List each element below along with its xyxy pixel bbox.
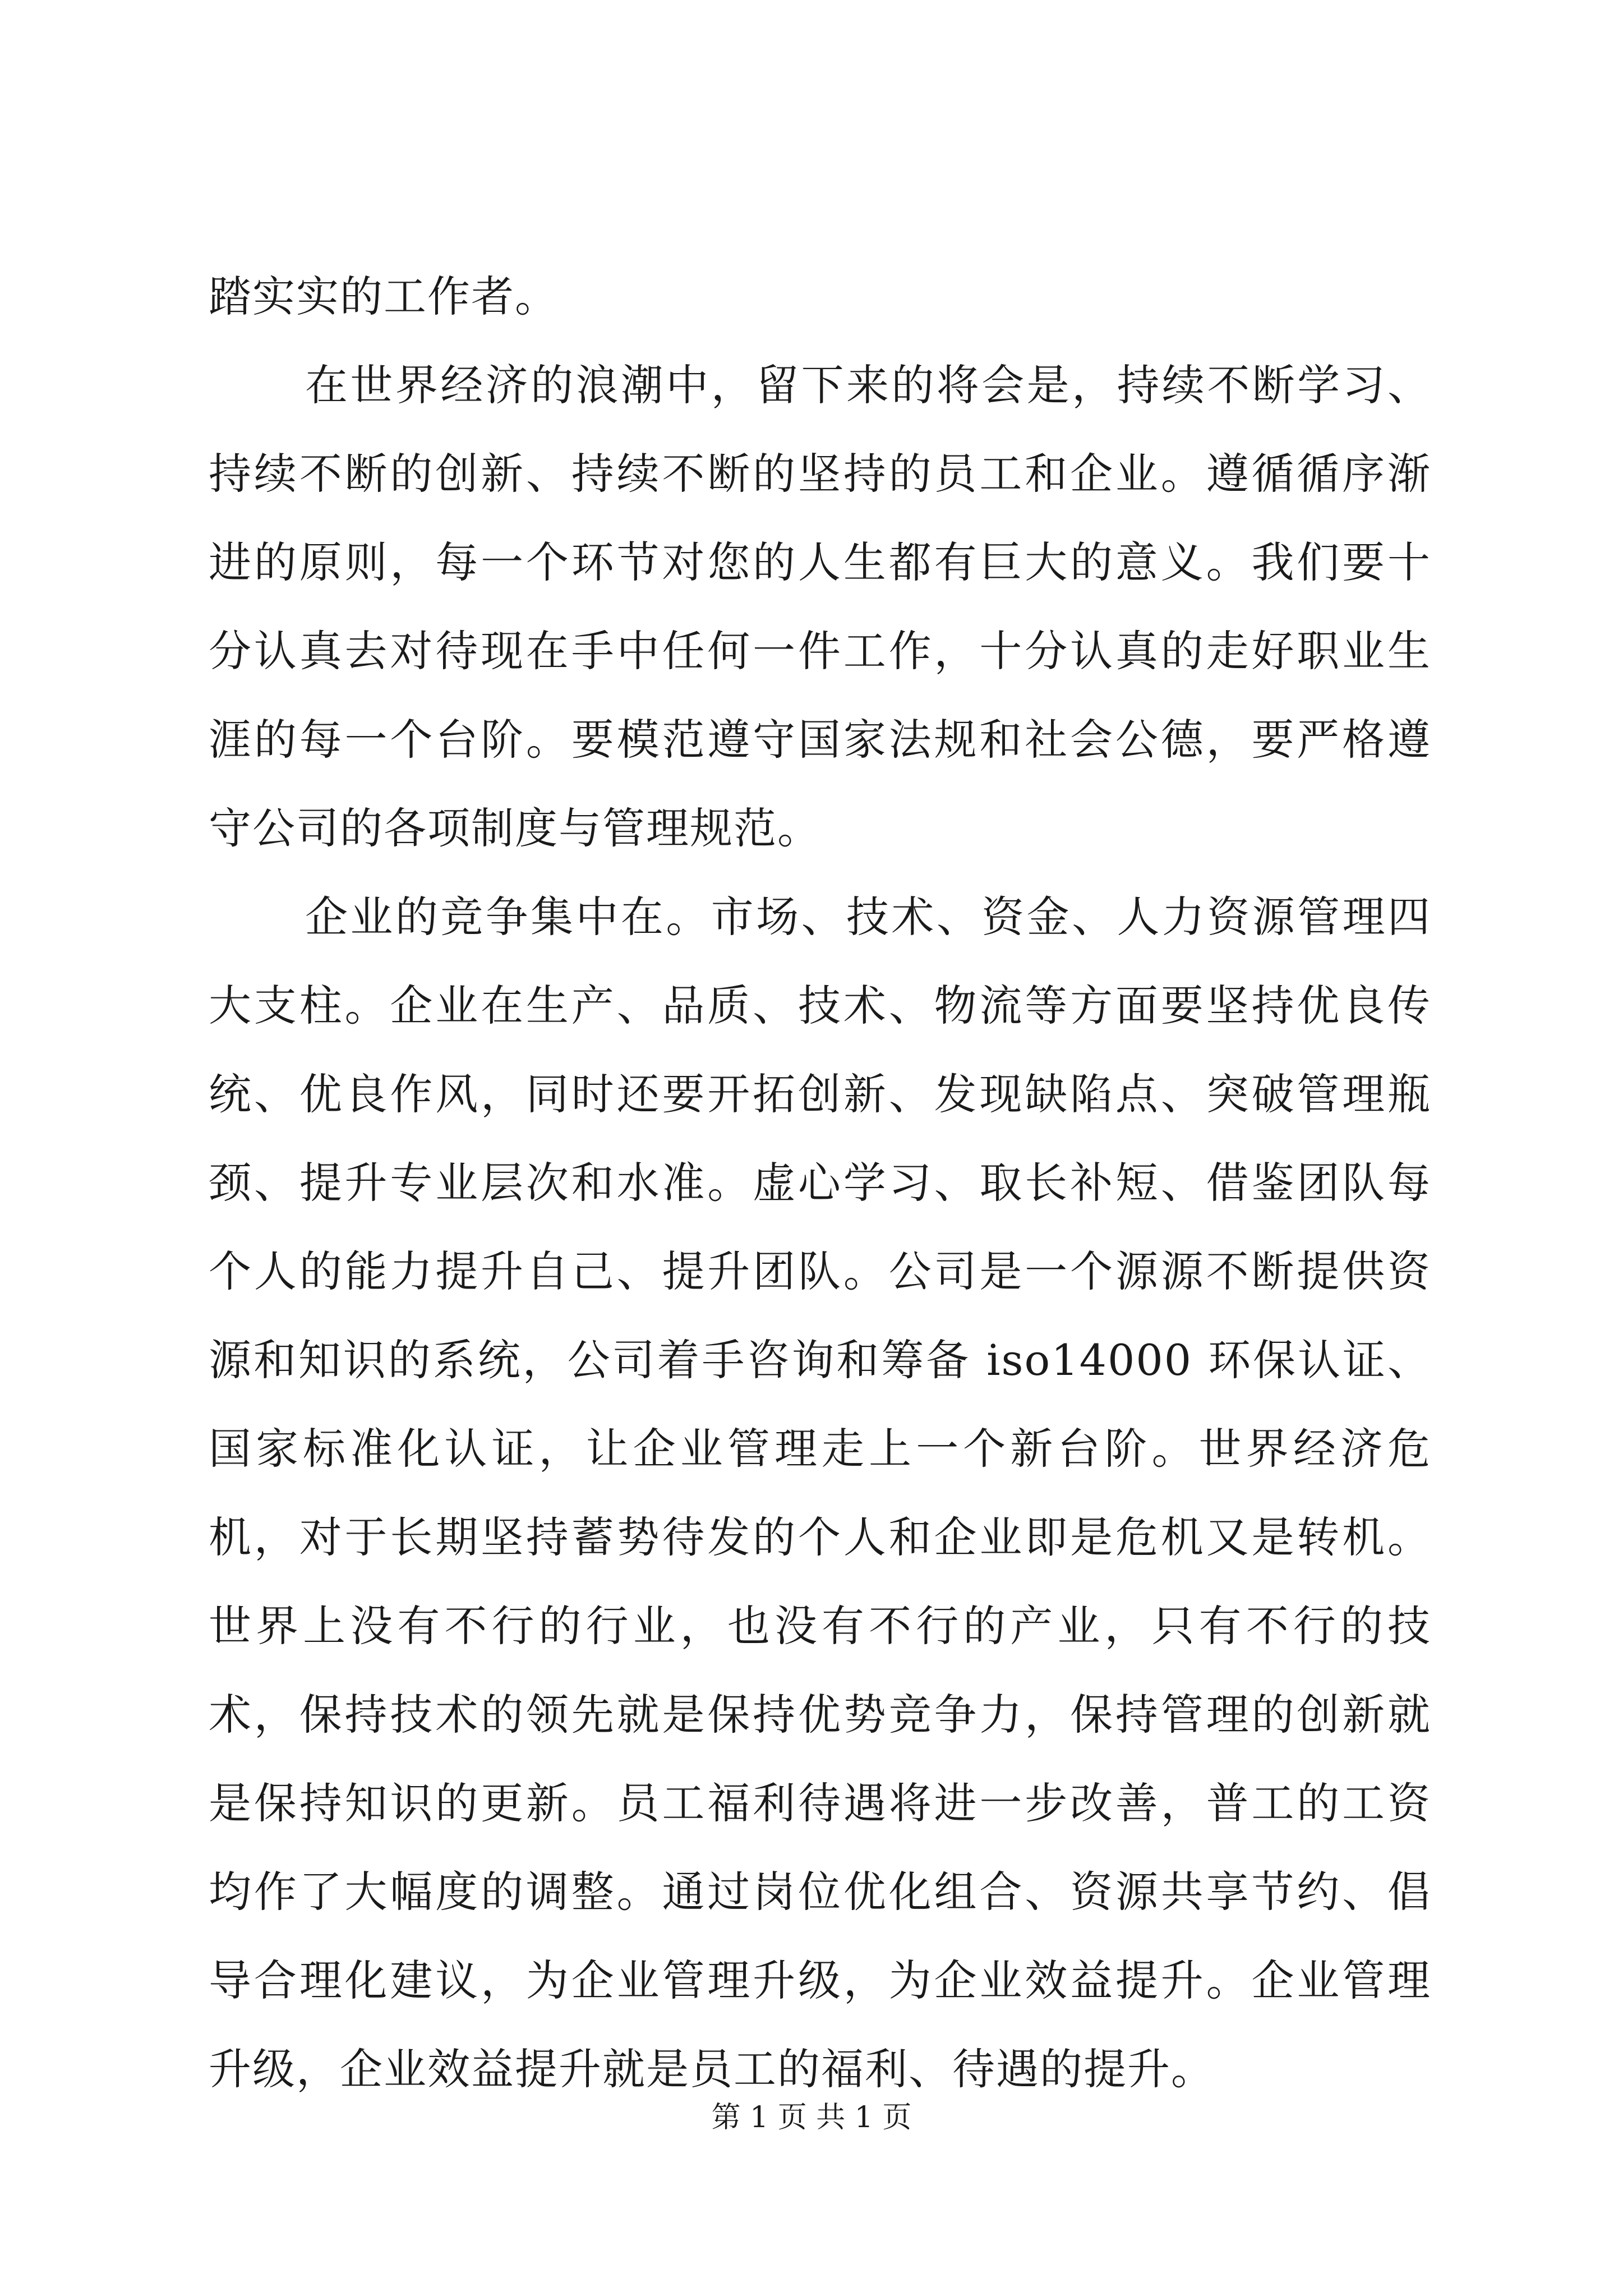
page-footer: 第 1 页 共 1 页 <box>711 2101 912 2134</box>
paragraph-3: 企业的竞争集中在。市场、技术、资金、人力资源管理四大支柱。企业在生产、品质、技术、物流等方面要坚持优良传统、优良作风，同时还要开拓创新、发现缺陷点、突破管理瓶颈、提升专业层次和水准。虚心学习、取长补短、借鉴团队每个人的能力提升自己、提升团队。公司是一个源源不断提供资源和知识的系统，公司着手咨询和筹备 iso14000 环保认证、国家标准化认证，让企业管理走上一个新台阶。世界经济危机，对于长期坚持蓄势待发的个人和企业即是危机又是转机。世界上没有不行的行业，也没有不行的产业，只有不行的技术，保持技术的领先就是保持优势竞争力，保持管理的创新就是保持知识的更新。员工福利待遇将进一步改善，普工的工资均作了大幅度的调整。通过岗位优化组合、资源共享节约、倡导合理化建议，为企业管理升级，为企业效益提升。企业管理升级，企业效益提升就是员工的福利、待遇的提升。 <box>209 892 1431 2094</box>
document-body <box>209 252 1431 2114</box>
paragraph-2: 在世界经济的浪潮中，留下来的将会是，持续不断学习、持续不断的创新、持续不断的坚持的员工和企业。遵循循序渐进的原则，每一个环节对您的人生都有巨大的意义。我们要十分认真去对待现在手中任何一件工作，十分认真的走好职业生涯的每一个台阶。要模范遵守国家法规和社会公德，要严格遵守公司的各项制度与管理规范。 <box>209 360 1431 853</box>
paragraph-1: 踏实实的工作者。 <box>209 272 559 321</box>
